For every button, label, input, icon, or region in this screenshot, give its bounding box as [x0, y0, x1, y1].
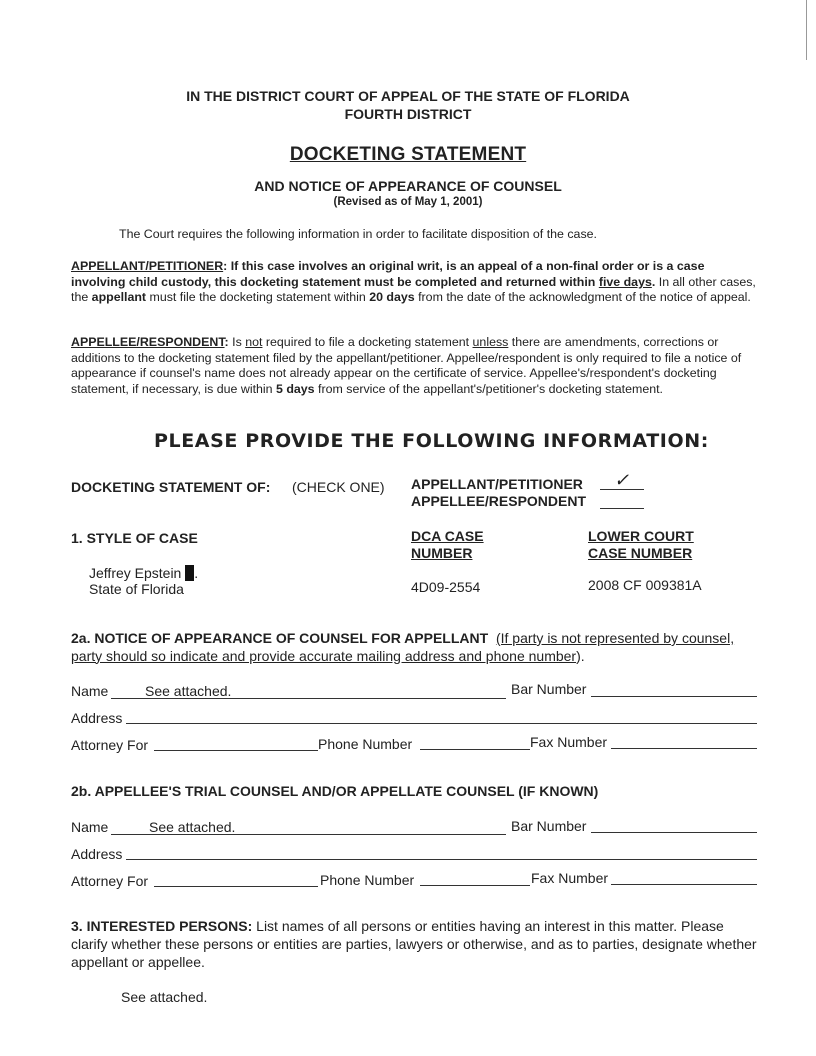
dca-case-label-1: DCA CASE — [411, 528, 484, 544]
section-2a-note-2: party should so indicate and provide accurate mailing address and phone number — [71, 647, 577, 664]
appellant-text4: from the date of the acknowledgment of the notice of appeal. — [414, 290, 751, 305]
appellant-text2: In all other cases, the — [71, 274, 756, 305]
2a-attorney-label: Attorney For — [71, 737, 149, 753]
2b-phone-field[interactable] — [420, 885, 530, 886]
appellee-text3: there are amendments, corrections or additions to the docketing statement filed by the appellant/petitioner. Appellee/respondent is only required to file a notice of appearance if counsel's name does not already appear on the certificate of service. Appellee's/respondent's docketing statement, if necessary, is due within — [71, 335, 742, 396]
scan-edge-mark — [806, 0, 807, 60]
appellee-text2: required to file a docketing statement — [262, 335, 473, 349]
check-one-label: (CHECK ONE) — [292, 479, 385, 495]
section-3 — [71, 917, 759, 971]
lower-court-label-2: CASE NUMBER — [588, 545, 693, 561]
section-2a-heading: 2a. NOTICE OF APPEARANCE OF COUNSEL FOR APPELLANT — [71, 630, 489, 646]
redaction-block — [185, 565, 194, 581]
intro-text: The Court requires the following information in order to facilitate disposition of the case. — [119, 227, 597, 241]
appellee-option-label: APPELLEE/RESPONDENT — [411, 493, 587, 509]
appellee-label: APPELLEE/RESPONDENT — [71, 335, 225, 349]
section-2b-heading: 2b. APPELLEE'S TRIAL COUNSEL AND/OR APPELLATE COUNSEL (IF KNOWN) — [71, 783, 599, 799]
appellee-not: not — [245, 335, 263, 349]
appellee-colon: : — [224, 335, 229, 349]
2b-bar-field[interactable] — [591, 832, 757, 833]
2a-fax-label: Fax Number — [530, 734, 608, 750]
appellant-twenty-days: 20 days — [369, 290, 415, 305]
2b-attorney-field[interactable] — [154, 886, 318, 887]
party-appellant — [89, 565, 198, 581]
docketing-of-label: DOCKETING STATEMENT OF: — [71, 479, 271, 495]
2a-address-label: Address — [71, 710, 123, 726]
2a-bar-field[interactable] — [591, 696, 757, 697]
2b-fax-field[interactable] — [611, 884, 757, 885]
appellant-text3: must file the docketing statement within — [146, 290, 370, 305]
please-provide-heading: PLEASE PROVIDE THE FOLLOWING INFORMATION: — [154, 430, 709, 452]
party-appellant-suffix: . — [194, 565, 199, 581]
2a-address-field[interactable] — [126, 723, 757, 724]
2a-phone-field[interactable] — [420, 749, 530, 750]
2a-phone-label: Phone Number — [318, 736, 413, 752]
2b-name-value: See attached. — [149, 819, 236, 835]
2b-address-label: Address — [71, 846, 123, 862]
appellee-five-days: 5 days — [276, 381, 315, 396]
court-name-line2: FOURTH DISTRICT — [344, 106, 472, 122]
court-name-line1: IN THE DISTRICT COURT OF APPEAL OF THE STATE OF FLORIDA — [186, 88, 630, 104]
appellant-label: APPELLANT/PETITIONER — [71, 259, 224, 273]
appellant-checkmark: ✓ — [614, 470, 630, 490]
appellant-five-days: five days — [598, 274, 652, 289]
section-2a-note-1: (If party is not represented by counsel, — [495, 630, 735, 646]
appellee-unless: unless — [472, 335, 509, 349]
party-appellee: State of Florida — [89, 581, 184, 597]
page-subtitle: AND NOTICE OF APPEARANCE OF COUNSEL — [254, 178, 562, 194]
2b-name-label: Name — [71, 819, 109, 835]
appellant-period: . — [651, 274, 656, 289]
revision-date: (Revised as of May 1, 2001) — [333, 196, 483, 208]
appellant-instructions — [71, 259, 757, 306]
style-of-case-label: 1. STYLE OF CASE — [71, 530, 198, 546]
page-title: DOCKETING STATEMENT — [289, 144, 527, 165]
lower-court-case-number: 2008 CF 009381A — [588, 577, 702, 593]
section-2a — [71, 630, 761, 665]
2a-name-value: See attached. — [145, 683, 232, 699]
2a-fax-field[interactable] — [611, 748, 757, 749]
2b-attorney-label: Attorney For — [71, 873, 149, 889]
appellee-instructions — [71, 335, 757, 397]
2a-bar-label: Bar Number — [511, 681, 587, 697]
2b-address-field[interactable] — [126, 859, 757, 860]
appellee-option-blank[interactable] — [600, 508, 644, 509]
2b-fax-label: Fax Number — [531, 870, 609, 886]
appellant-bold-text: If this case involves an original writ, is an appeal of a non-final order or is a case involving child custody, this docketing statement must be completed and returned within — [71, 259, 705, 289]
2b-bar-label: Bar Number — [511, 818, 587, 834]
appellant-option-label: APPELLANT/PETITIONER — [411, 476, 583, 492]
appellant-word: appellant — [91, 290, 147, 305]
appellant-colon: : — [223, 259, 228, 273]
section-3-text: List names of all persons or entities having an interest in this matter. Please clarify whether these persons or entities are parties, lawyers or otherwise, and as to parties, designate whether appellant or appellee. — [71, 918, 757, 970]
section-2a-note-end: ). — [576, 647, 585, 664]
2a-name-label: Name — [71, 683, 109, 699]
section-3-value: See attached. — [121, 989, 208, 1005]
dca-case-number: 4D09-2554 — [411, 579, 481, 595]
2a-attorney-field[interactable] — [154, 750, 318, 751]
lower-court-label-1: LOWER COURT — [588, 528, 694, 544]
section-3-heading: 3. INTERESTED PERSONS: — [71, 918, 253, 934]
party-appellant-name: Jeffrey Epstein — [89, 565, 182, 581]
appellee-text1: Is — [228, 335, 246, 349]
appellee-text4: from service of the appellant's/petitioner's docketing statement. — [314, 381, 663, 396]
dca-case-label-2: NUMBER — [411, 545, 473, 561]
2b-phone-label: Phone Number — [320, 872, 415, 888]
